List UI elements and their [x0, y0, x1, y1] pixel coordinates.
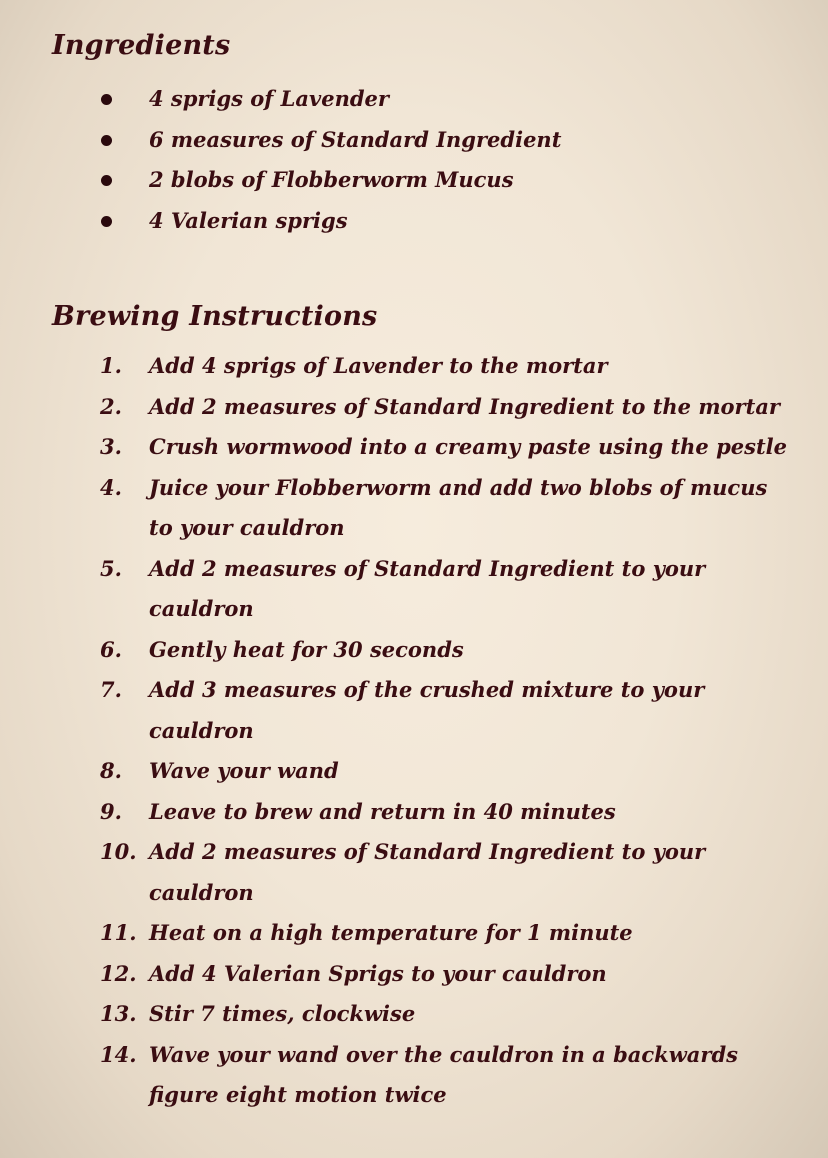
step-number: 8. — [100, 758, 122, 783]
step-item — [0, 549, 828, 630]
step-number: 4. — [100, 474, 122, 500]
step-number: 3. — [100, 434, 122, 459]
step-item — [0, 751, 828, 792]
step-number: 5. — [100, 555, 122, 581]
step-item — [0, 427, 828, 468]
ingredients-list — [0, 79, 561, 241]
step-item — [0, 630, 828, 671]
ingredient-item — [0, 79, 561, 120]
step-text: Gently heat for 30 seconds — [149, 636, 464, 662]
bullet-icon — [101, 94, 112, 105]
step-text: Stir 7 times, clockwise — [149, 1001, 416, 1026]
step-text: Crush wormwood into a creamy paste using the pestle — [149, 434, 787, 459]
step-text: Add 3 measures of the crushed mixture to your cauldron — [149, 677, 705, 743]
step-text: Leave to brew and return in 40 minutes — [149, 798, 616, 824]
instructions-list — [0, 346, 828, 1116]
step-number: 14. — [100, 1041, 137, 1067]
step-number: 9. — [100, 798, 122, 824]
step-text: Add 2 measures of Standard Ingredient to the mortar — [149, 393, 780, 419]
ingredients-heading: Ingredients — [52, 30, 231, 61]
step-text: Wave your wand — [149, 758, 339, 783]
step-number: 12. — [100, 960, 137, 986]
step-text: Wave your wand over the cauldron in a backwards figure eight motion twice — [149, 1041, 738, 1107]
step-item — [0, 346, 828, 387]
bullet-icon — [101, 175, 112, 186]
step-item — [0, 468, 828, 549]
ingredient-text: 2 blobs of Flobberworm Mucus — [149, 167, 514, 192]
ingredient-text: 4 sprigs of Lavender — [149, 86, 389, 111]
step-item — [0, 994, 828, 1035]
step-number: 10. — [100, 839, 137, 864]
step-text: Add 2 measures of Standard Ingredient to your cauldron — [149, 555, 706, 621]
step-number: 1. — [100, 353, 122, 378]
step-text: Heat on a high temperature for 1 minute — [149, 920, 633, 945]
instructions-heading: Brewing Instructions — [52, 301, 378, 332]
step-number: 6. — [100, 636, 122, 662]
ingredient-text: 6 measures of Standard Ingredient — [149, 126, 562, 152]
step-number: 11. — [100, 920, 137, 945]
step-item — [0, 670, 828, 751]
ingredient-item — [0, 201, 561, 242]
bullet-icon — [101, 135, 112, 146]
step-text: Juice your Flobberworm and add two blobs of mucus to your cauldron — [149, 474, 768, 540]
step-item — [0, 832, 828, 913]
step-item — [0, 913, 828, 954]
ingredient-item — [0, 120, 561, 161]
step-text: Add 4 sprigs of Lavender to the mortar — [149, 353, 608, 378]
ingredient-item — [0, 160, 561, 201]
step-number: 13. — [100, 1001, 137, 1026]
bullet-icon — [101, 216, 112, 227]
step-number: 7. — [100, 677, 122, 702]
step-item — [0, 792, 828, 833]
ingredient-text: 4 Valerian sprigs — [149, 207, 348, 233]
step-item — [0, 387, 828, 428]
step-item — [0, 1035, 828, 1116]
step-number: 2. — [100, 393, 122, 419]
step-text: Add 2 measures of Standard Ingredient to your cauldron — [149, 839, 706, 905]
step-text: Add 4 Valerian Sprigs to your cauldron — [149, 960, 607, 986]
step-item — [0, 954, 828, 995]
